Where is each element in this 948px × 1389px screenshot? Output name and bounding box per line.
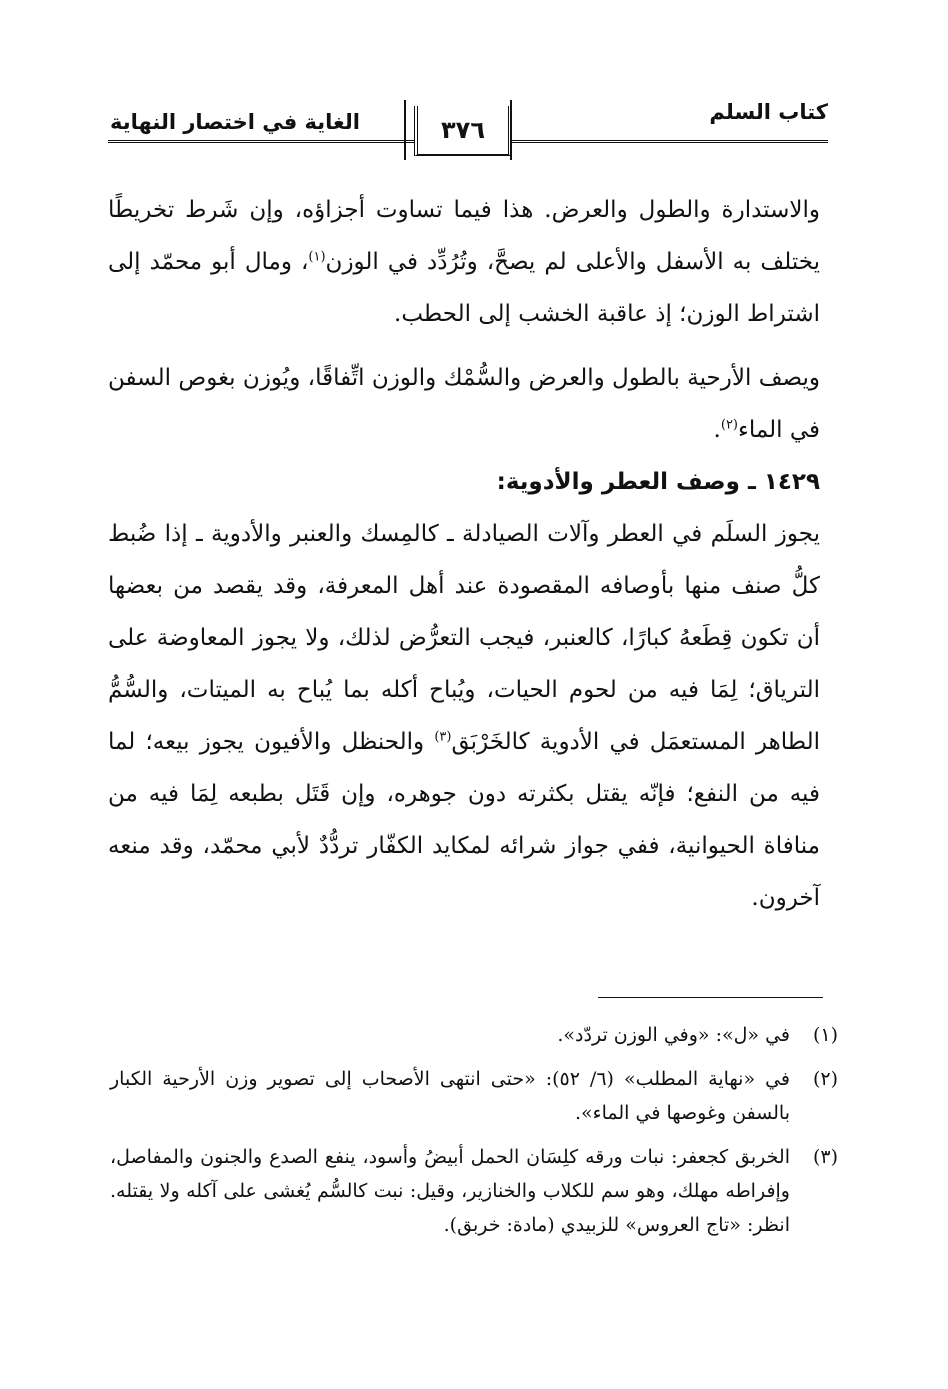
footnotes — [110, 1018, 838, 1252]
footnote-ref: (٢) — [720, 417, 738, 433]
footnote-ref: (٣) — [434, 729, 452, 745]
paragraph-text: والاستدارة والطول والعرض. هذا فيما تساوت أجزاؤه، وإن شَرط تخريطًا يختلف به الأسفل والأعلى لم يصحَّ، وتُرُدِّد في الوزن — [108, 197, 821, 275]
footnote-2 — [110, 1062, 838, 1130]
main-text — [108, 184, 820, 924]
section-heading: ١٤٢٩ ـ وصف العطر والأدوية: — [496, 469, 820, 495]
footnote-number: (٢) — [812, 1068, 838, 1090]
footnote-number: (٣) — [812, 1146, 838, 1168]
paragraph-text: يجوز السلَم في العطر وآلات الصيادلة ـ كالمِسك والعنبر والأدوية ـ إذا ضُبط كلُّ صنف منها بأوصافه المقصودة عند أهل المعرفة، وقد يقصد من بعضها أن تكون قِطَعهُ كبارًا، كالعنبر، فيجب التعرُّض لذلك، ولا يجوز المعاوضة على الترياق؛ لِمَا فيه من لحوم الحيات، ويُباح أكله بما يُباح به الميتات، والسُّمُّ الطاهر المستعمَل في الأدوية كالخَرْبَق — [108, 521, 820, 755]
paragraph-3 — [108, 508, 820, 924]
paragraph-text: . — [713, 417, 721, 443]
footnote-separator — [598, 997, 823, 998]
footnote-ref: (١) — [308, 249, 326, 265]
footnote-1 — [110, 1018, 838, 1052]
header-rule-left — [108, 140, 443, 143]
page-number: ٣٧٦ — [414, 106, 512, 156]
footnote-text: الخربق كجعفر: نبات ورقه كلِسَان الحمل أبيضُ وأسود، ينفع الصدع والجنون والمفاصل، وإفراطه مهلك، وهو سم للكلاب والخنازير، وقيل: نبت كالسُّم يُغشى على آكله ولا يقتله. انظر: «تاج العروس» للزبيدي (مادة: خربق). — [110, 1146, 790, 1236]
paragraph-text: والحنظل والأفيون يجوز بيعه؛ لما فيه من النفع؛ فإنّه يقتل بكثرته دون جوهره، وإن قَتَل بطبعه لِمَا فيه من منافاة الحيوانية، ففي جواز شرائه لمكايد الكفّار تردُّدٌ لأبي محمّد، وقد منعه آخرون. — [108, 729, 820, 911]
header-rule-right — [505, 140, 828, 143]
paragraph-2 — [108, 352, 820, 456]
footnote-text: في «ل»: «وفي الوزن تردّد». — [557, 1024, 790, 1046]
book-section-title: كتاب السلم — [709, 100, 828, 124]
book-title: الغاية في اختصار النهاية — [110, 110, 360, 134]
footnote-text: في «نهاية المطلب» (٦/ ٥٢): «حتى انتهى الأصحاب إلى تصوير وزن الأرحية الكبار بالسفن وغوصها في الماء». — [110, 1068, 790, 1124]
paragraph-text: ويصف الأرحية بالطول والعرض والسُّمْك والوزن اتِّفاقًا، ويُوزن بغوص السفن في الماء — [108, 365, 820, 443]
paragraph-text: ، ومال أبو محمّد إلى اشتراط الوزن؛ إذ عاقبة الخشب إلى الحطب. — [108, 249, 820, 327]
footnote-number: (١) — [812, 1024, 838, 1046]
footnote-3 — [110, 1140, 838, 1242]
paragraph-1 — [108, 184, 820, 340]
